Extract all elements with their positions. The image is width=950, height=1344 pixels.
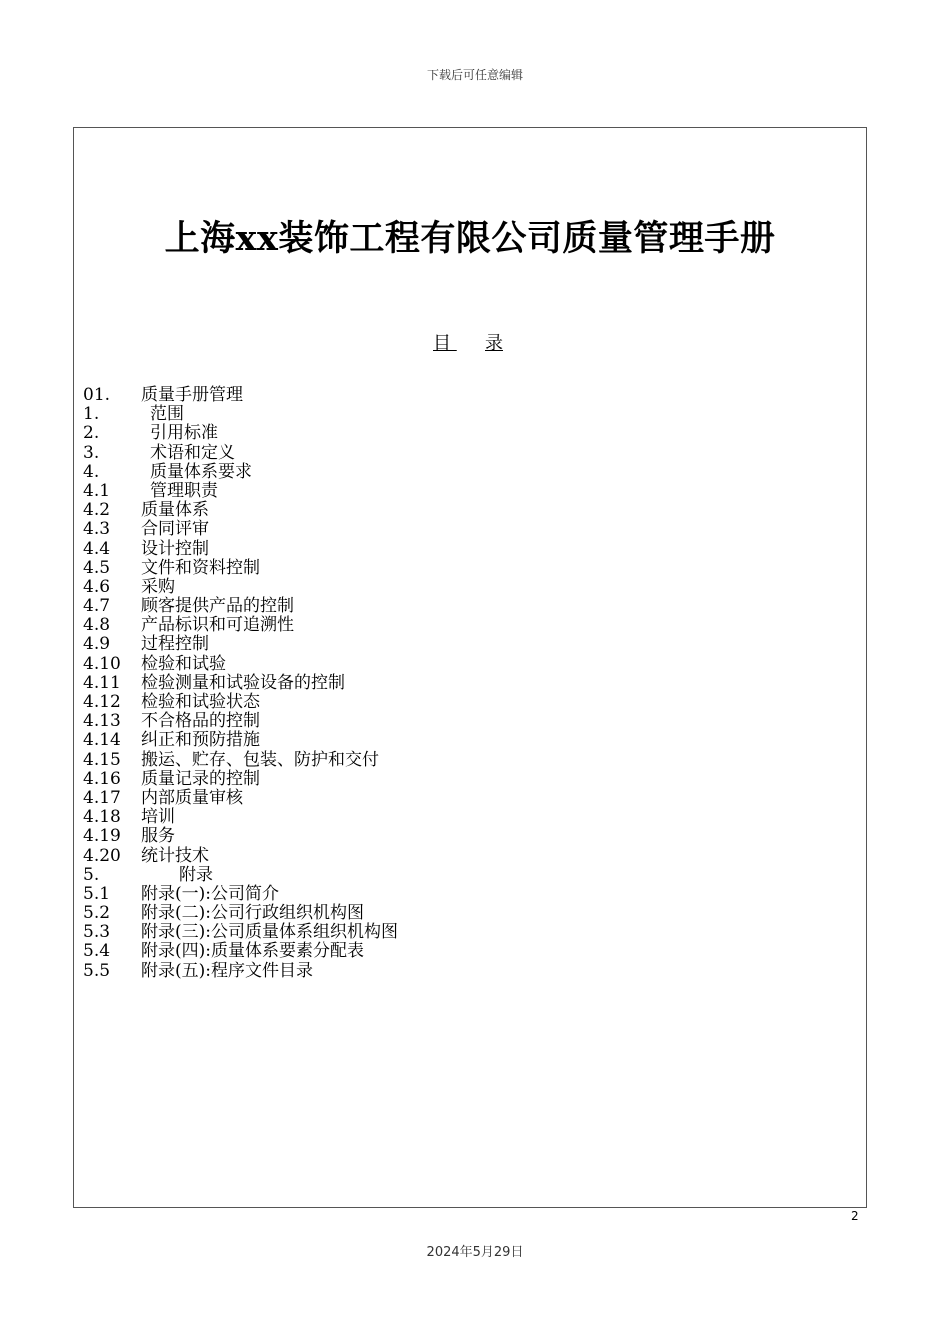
toc-item[interactable] [83, 424, 398, 443]
toc-item[interactable] [83, 962, 398, 981]
toc-item-text: 不合格品的控制 [141, 711, 260, 732]
toc-list [83, 386, 398, 981]
toc-item-text: 附录(三):公司质量体系组织机构图 [141, 922, 398, 943]
page-number: 2 [851, 1209, 859, 1223]
toc-item-number: 4.20 [83, 845, 121, 866]
toc-item-text: 合同评审 [141, 519, 209, 540]
toc-item-number: 4.18 [83, 807, 121, 828]
toc-item-number: 4.5 [83, 557, 111, 578]
toc-item-number: 4.8 [83, 615, 111, 636]
toc-item-number: 4.16 [83, 768, 121, 789]
toc-item[interactable] [83, 674, 398, 693]
toc-item-text: 附录(五):程序文件目录 [141, 960, 313, 981]
toc-item-text: 检验和试验 [141, 653, 226, 674]
toc-item-number: 4.11 [83, 672, 121, 693]
toc-item-number: 4.19 [83, 826, 121, 847]
toc-item-text: 文件和资料控制 [141, 557, 260, 578]
toc-item-text: 附录(四):质量体系要素分配表 [141, 941, 364, 962]
toc-item-number: 4.17 [83, 787, 121, 808]
toc-item-number: 4.12 [83, 692, 121, 712]
toc-item-text: 培训 [141, 807, 175, 828]
toc-item-text: 纠正和预防措施 [141, 730, 260, 751]
toc-item-text: 附录(一):公司简介 [141, 883, 279, 904]
toc-item-number: 4.3 [83, 519, 111, 540]
toc-item-number: 4.6 [83, 576, 111, 597]
toc-item[interactable] [83, 885, 398, 904]
toc-item-number: 5.2 [83, 903, 111, 924]
toc-item-text: 检验和试验状态 [141, 692, 260, 712]
toc-item-number: 4. [83, 461, 100, 482]
toc-item-text: 范围 [150, 404, 184, 425]
toc-item-number: 4.1 [83, 480, 111, 501]
toc-item[interactable] [83, 751, 398, 770]
toc-item[interactable] [83, 712, 398, 731]
toc-item-text: 质量体系 [141, 500, 209, 521]
toc-item-text: 内部质量审核 [141, 787, 243, 808]
toc-item-number: 4.2 [83, 500, 111, 521]
toc-item[interactable] [83, 808, 398, 827]
toc-item[interactable] [83, 904, 398, 923]
toc-item[interactable] [83, 444, 398, 463]
toc-item-text: 顾客提供产品的控制 [141, 596, 294, 617]
toc-item-number: 4.10 [83, 653, 121, 674]
toc-item[interactable] [83, 463, 398, 482]
toc-item[interactable] [83, 693, 398, 712]
toc-item-number: 5.3 [83, 922, 111, 943]
document-title: 上海xx装饰工程有限公司质量管理手册 [164, 218, 776, 259]
toc-item-text: 质量体系要求 [150, 461, 252, 482]
toc-item[interactable] [83, 731, 398, 750]
toc-item-number: 5.4 [83, 941, 111, 962]
toc-item-text: 检验测量和试验设备的控制 [141, 672, 345, 693]
toc-item[interactable] [83, 866, 398, 885]
toc-item-text: 管理职责 [150, 480, 218, 501]
toc-item[interactable] [83, 847, 398, 866]
toc-item-text: 附录 [179, 864, 213, 885]
toc-item-text: 采购 [141, 576, 175, 597]
toc-item-number: 4.7 [83, 596, 111, 617]
toc-item-text: 统计技术 [141, 845, 209, 866]
page-header-note: 下载后可任意编辑 [426, 68, 523, 82]
toc-item-number: 4.9 [83, 634, 111, 655]
toc-item[interactable] [83, 386, 398, 405]
document-frame [73, 127, 867, 1208]
toc-item-number: 4.15 [83, 749, 121, 770]
toc-item-number: 5. [83, 864, 100, 885]
toc-item-text: 过程控制 [141, 634, 209, 655]
toc-item[interactable] [83, 923, 398, 942]
toc-item-number: 3. [83, 442, 100, 463]
toc-item[interactable] [83, 827, 398, 846]
toc-item-number: 5.5 [83, 960, 111, 981]
toc-item[interactable] [83, 559, 398, 578]
toc-item-text: 服务 [141, 826, 175, 847]
toc-item[interactable] [83, 942, 398, 961]
toc-item-number: 4.13 [83, 711, 121, 732]
toc-item-text: 术语和定义 [150, 442, 235, 463]
toc-item-text: 设计控制 [141, 538, 209, 559]
toc-item-text: 质量手册管理 [141, 385, 243, 405]
toc-item[interactable] [83, 482, 398, 501]
toc-heading-left: 目 [433, 333, 451, 354]
toc-item-number: 01. [83, 385, 111, 405]
toc-item-text: 附录(二):公司行政组织机构图 [141, 903, 364, 924]
toc-item-number: 1. [83, 404, 100, 425]
toc-item-number: 4.14 [83, 730, 121, 751]
toc-item[interactable] [83, 597, 398, 616]
toc-item-text: 质量记录的控制 [141, 768, 260, 789]
toc-item[interactable] [83, 635, 398, 654]
toc-item[interactable] [83, 520, 398, 539]
toc-item[interactable] [83, 770, 398, 789]
page-footer-date: 2024年5月29日 [426, 1245, 524, 1260]
toc-item[interactable] [83, 578, 398, 597]
toc-item-number: 2. [83, 423, 100, 444]
toc-item-text: 搬运、贮存、包装、防护和交付 [141, 749, 379, 770]
toc-item[interactable] [83, 655, 398, 674]
toc-heading [433, 329, 503, 355]
toc-item-text: 引用标准 [150, 423, 218, 444]
toc-item[interactable] [83, 540, 398, 559]
toc-item[interactable] [83, 616, 398, 635]
toc-item-number: 5.1 [83, 883, 111, 904]
toc-item-number: 4.4 [83, 538, 111, 559]
toc-item[interactable] [83, 501, 398, 520]
toc-item[interactable] [83, 405, 398, 424]
toc-heading-right: 录 [485, 333, 503, 354]
toc-item[interactable] [83, 789, 398, 808]
toc-item-text: 产品标识和可追溯性 [141, 615, 294, 636]
